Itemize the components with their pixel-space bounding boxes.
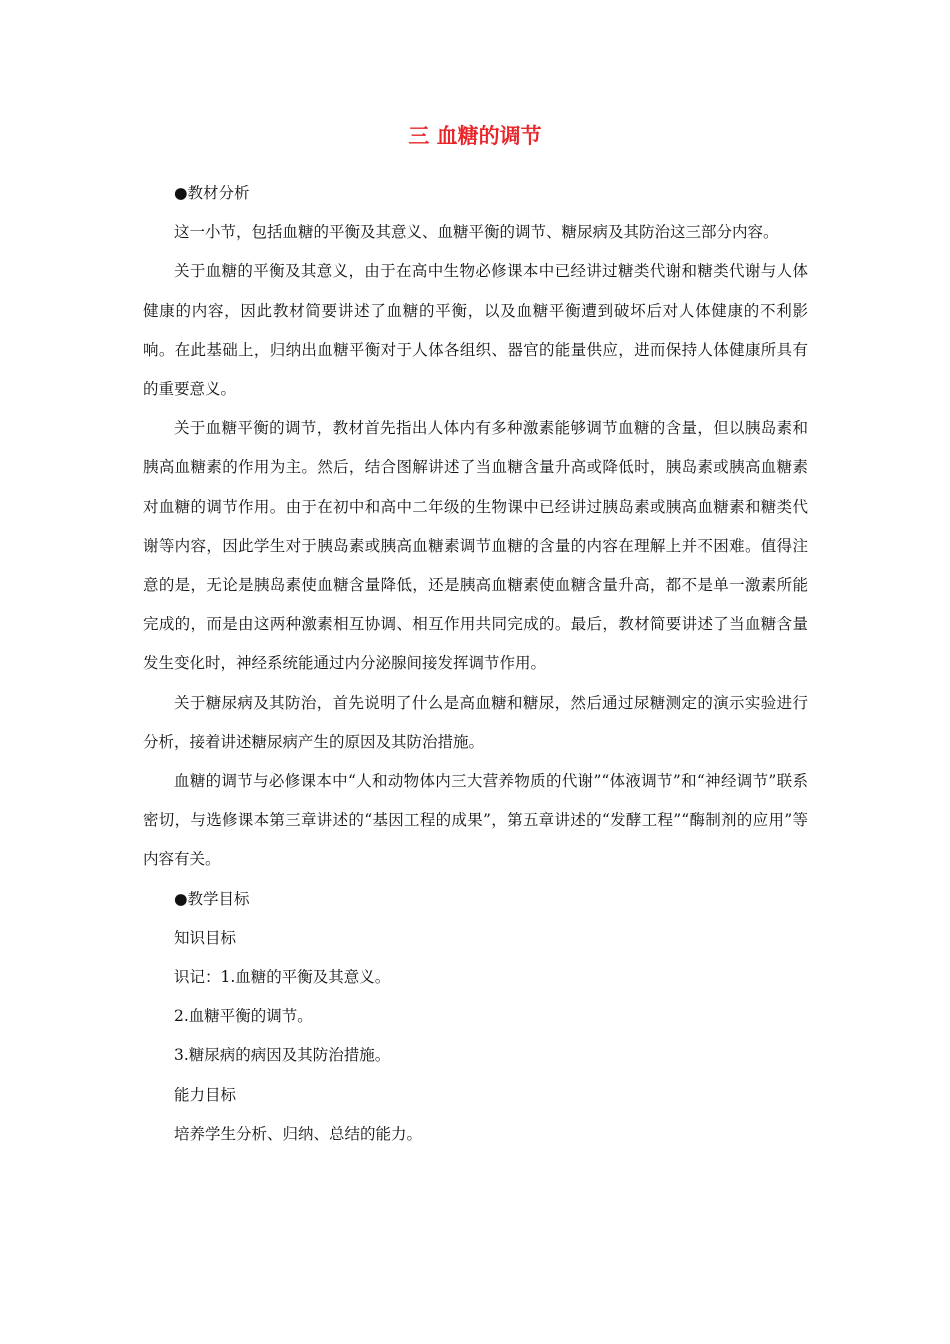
subheading-ability: 能力目标	[174, 1085, 237, 1104]
paragraph-2: 关于血糖的平衡及其意义，由于在高中生物必修课本中已经讲过糖类代谢和糖类代谢与人体健康的内容，因此教材简要讲述了血糖的平衡，以及血糖平衡遭到破坏后对人体健康的不利影响。在此基础上，归纳出血糖平衡对于人体各组织、器官的能量供应，进而保持人体健康所具有的重要意义。	[143, 262, 808, 399]
section-heading-analysis: ●教材分析	[174, 184, 250, 202]
section-heading-goals: ●教学目标	[174, 889, 250, 908]
page-title: 三 血糖的调节	[408, 124, 542, 148]
paragraph-5: 血糖的调节与必修课本中“人和动物体内三大营养物质的代谢”“体液调节”和“神经调节”联系密切，与选修课本第三章讲述的“基因工程的成果”，第五章讲述的“发酵工程”“酶制剂的应用”等内容有关。	[143, 772, 808, 869]
knowledge-item-3: 3.糖尿病的病因及其防治措施。	[174, 1046, 391, 1065]
knowledge-item-2: 2.血糖平衡的调节。	[174, 1007, 313, 1026]
paragraph-3: 关于血糖平衡的调节，教材首先指出人体内有多种激素能够调节血糖的含量，但以胰岛素和胰高血糖素的作用为主。然后，结合图解讲述了当血糖含量升高或降低时，胰岛素或胰高血糖素对血糖的调节作用。由于在初中和高中二年级的生物课中已经讲过胰岛素或胰高血糖素和糖类代谢等内容，因此学生对于胰岛素或胰高血糖素调节血糖的含量的内容在理解上并不困难。值得注意的是，无论是胰岛素使血糖含量降低，还是胰高血糖素使血糖含量升高，都不是单一激素所能完成的，而是由这两种激素相互协调、相互作用共同完成的。最后，教材简要讲述了当血糖含量发生变化时，神经系统能通过内分泌腺间接发挥调节作用。	[143, 419, 808, 673]
ability-item-1: 培养学生分析、归纳、总结的能力。	[174, 1124, 423, 1143]
document-body	[143, 174, 808, 1154]
paragraph-1: 这一小节，包括血糖的平衡及其意义、血糖平衡的调节、糖尿病及其防治这三部分内容。	[174, 223, 779, 242]
subheading-knowledge: 知识目标	[174, 928, 237, 947]
paragraph-4: 关于糖尿病及其防治，首先说明了什么是高血糖和糖尿，然后通过尿糖测定的演示实验进行分析，接着讲述糖尿病产生的原因及其防治措施。	[143, 693, 808, 751]
knowledge-item-1: 识记：1.血糖的平衡及其意义。	[174, 968, 391, 987]
